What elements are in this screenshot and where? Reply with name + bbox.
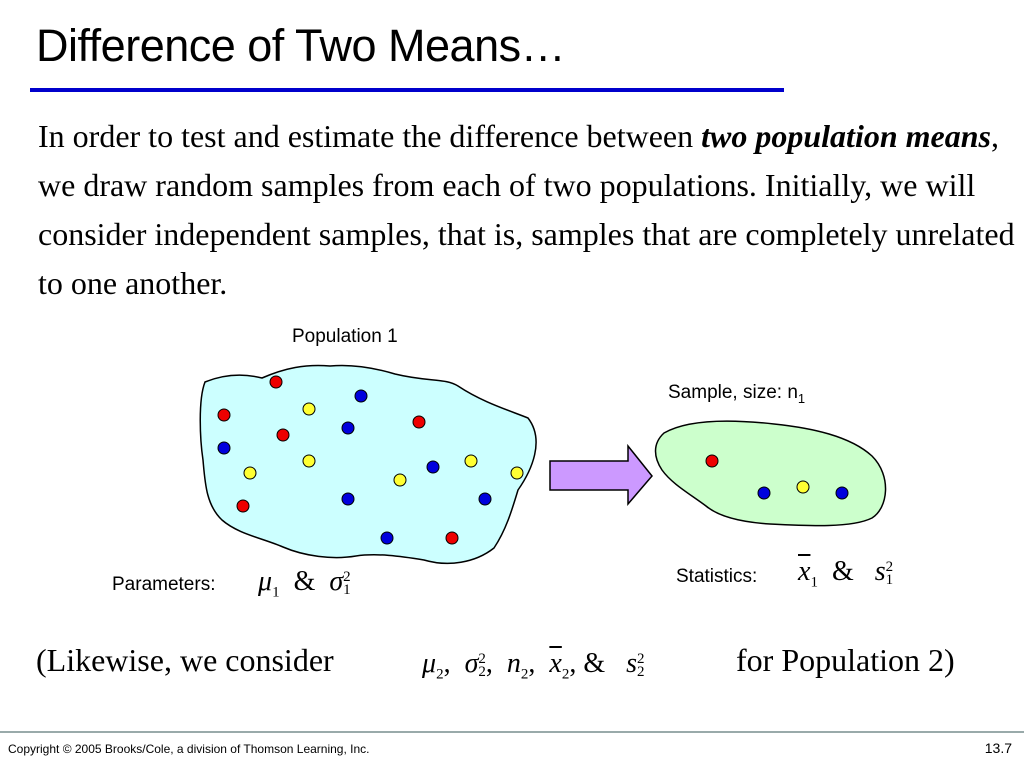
footer-divider <box>0 731 1024 733</box>
dot-blue <box>427 461 439 473</box>
dot-blue <box>381 532 393 544</box>
copyright-text: Copyright © 2005 Brooks/Cole, a division of Thomson Learning, Inc. <box>8 742 370 756</box>
parameters-label: Parameters: <box>112 574 216 595</box>
dot-red <box>706 455 718 467</box>
population-blob <box>200 365 536 563</box>
dot-red <box>218 409 230 421</box>
dot-blue <box>218 442 230 454</box>
dot-yellow <box>303 455 315 467</box>
dot-red <box>446 532 458 544</box>
sample-label-text: Sample, size: n <box>668 382 798 403</box>
bottom-statement <box>36 642 334 679</box>
dot-yellow <box>465 455 477 467</box>
dot-blue <box>342 493 354 505</box>
para-emphasis: two population means <box>701 118 991 154</box>
sample-label-sub: 1 <box>797 390 806 406</box>
dot-yellow <box>797 481 809 493</box>
bottom-suffix: for Population 2) <box>736 642 955 678</box>
dot-blue <box>836 487 848 499</box>
dot-blue <box>758 487 770 499</box>
sample-blob <box>656 421 886 526</box>
para-part1: In order to test and estimate the difference between <box>38 118 702 154</box>
para-part2: , we draw random samples from each of two populations. Initially, we will consider independent samples, that is, samples that are completely unrelated to one another. <box>38 118 1015 301</box>
dot-blue <box>355 390 367 402</box>
dot-red <box>413 416 425 428</box>
dot-yellow <box>511 467 523 479</box>
statistics-formula: $\overline{x}_1$ & s2 1 <box>798 556 894 591</box>
dot-blue <box>342 422 354 434</box>
dot-yellow <box>303 403 315 415</box>
dot-red <box>237 500 249 512</box>
statistics-label: Statistics: <box>676 566 758 587</box>
bottom-prefix: (Likewise, we consider <box>36 642 334 678</box>
sampling-arrow <box>550 446 652 504</box>
page-number: 13.7 <box>984 740 1012 756</box>
parameters-formula: $\mu_1$ & σ2 1 <box>258 566 351 601</box>
dot-blue <box>479 493 491 505</box>
population-label: Population 1 <box>292 326 398 347</box>
dot-yellow <box>244 467 256 479</box>
dot-yellow <box>394 474 406 486</box>
dot-red <box>277 429 289 441</box>
dot-red <box>270 376 282 388</box>
population2-formula: $\mu_2$, σ2 2, $n_2$, $\overline{x}_2$, & s2 2 <box>422 648 645 683</box>
slide-title: Difference of Two Means… <box>36 20 566 71</box>
